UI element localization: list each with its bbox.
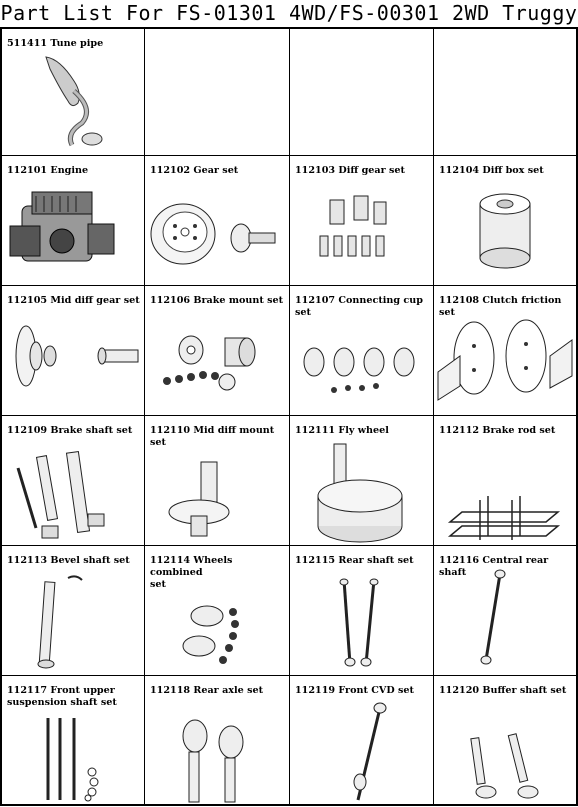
part-label: 112111 Fly wheel [295,425,389,436]
part-label: 112105 Mid diff gear set [7,295,140,306]
fly-wheel-drawing [290,416,433,545]
part-cell-fly-wheel [290,416,433,545]
empty-cell [434,29,576,155]
part-label: 112120 Buffer shaft set [439,685,567,696]
part-cell-bevel-shaft-set [2,546,144,675]
front-upper-suspension-shaft-set-drawing [2,676,144,804]
part-cell-brake-rod-set [434,416,576,545]
brake-rod-set-drawing [434,416,576,545]
part-label: 112112 Brake rod set [439,425,556,436]
tune-pipe-drawing [2,29,144,155]
part-cell-brake-mount-set [145,286,289,415]
bevel-shaft-set-drawing [2,546,144,675]
gear-set-drawing [145,156,289,285]
part-cell-diff-gear-set [290,156,433,285]
connecting-cup-set-drawing [290,286,433,415]
central-rear-shaft-drawing [434,546,576,675]
part-label: 112117 Front upper suspension shaft set [7,685,117,708]
empty-cell [145,29,289,155]
part-label: 112106 Brake mount set [150,295,284,306]
part-label: 112104 Diff box set [439,165,544,176]
part-label: 112107 Connecting cup set [295,295,423,318]
part-cell-central-rear-shaft [434,546,576,675]
part-cell-wheels-combined-set [145,546,289,675]
part-label: 112116 Central rear shaft [439,555,549,578]
part-label: 112109 Brake shaft set [7,425,133,436]
part-label: 112119 Front CVD set [295,685,414,696]
part-cell-buffer-shaft-set [434,676,576,804]
diff-box-set-drawing [434,156,576,285]
front-cvd-set-drawing [290,676,433,804]
engine-drawing [2,156,144,285]
page-title: Part List For FS-01301 4WD/FS-00301 2WD Truggy [0,1,578,25]
part-label: 112102 Gear set [150,165,239,176]
part-cell-mid-diff-gear-set [2,286,144,415]
part-cell-connecting-cup-set [290,286,433,415]
part-label: 511411 Tune pipe [7,38,104,49]
part-label: 112103 Diff gear set [295,165,405,176]
part-cell-mid-diff-mount-set [145,416,289,545]
diff-gear-set-drawing [290,156,433,285]
brake-mount-set-drawing [145,286,289,415]
part-cell-tune-pipe [2,29,144,155]
mid-diff-gear-set-drawing [2,286,144,415]
part-label: 112108 Clutch friction set [439,295,562,318]
buffer-shaft-set-drawing [434,676,576,804]
clutch-friction-set-drawing [434,286,576,415]
part-label: 112118 Rear axle set [150,685,264,696]
part-cell-rear-shaft-set [290,546,433,675]
part-cell-gear-set [145,156,289,285]
empty-cell [290,29,433,155]
part-label: 112101 Engine [7,165,89,176]
part-cell-front-upper-suspension-shaft-set [2,676,144,804]
part-cell-clutch-friction-set [434,286,576,415]
part-label: 112115 Rear shaft set [295,555,414,566]
rear-axle-set-drawing [145,676,289,804]
wheels-combined-set-drawing [145,546,289,675]
part-cell-rear-axle-set [145,676,289,804]
part-cell-brake-shaft-set [2,416,144,545]
rear-shaft-set-drawing [290,546,433,675]
part-cell-front-cvd-set [290,676,433,804]
brake-shaft-set-drawing [2,416,144,545]
part-cell-diff-box-set [434,156,576,285]
part-label: 112110 Mid diff mount set [150,425,275,448]
parts-grid [0,27,578,807]
part-label: 112113 Bevel shaft set [7,555,130,566]
part-label: 112114 Wheels combined set [150,555,233,590]
part-cell-engine [2,156,144,285]
mid-diff-mount-set-drawing [145,416,289,545]
